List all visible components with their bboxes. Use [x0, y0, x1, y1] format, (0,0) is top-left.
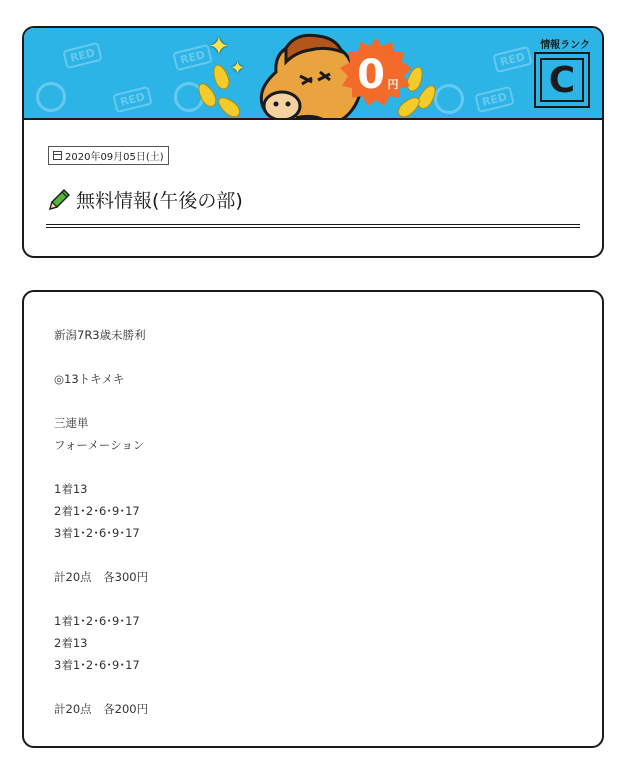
content-line: 新潟7R3歳未勝利: [54, 328, 146, 342]
content-line: 3着1･2･6･9･17: [54, 526, 140, 540]
content-line: 1着13: [54, 482, 88, 496]
sparkle-icon: ✦: [230, 58, 246, 79]
content-line: 2着13: [54, 636, 88, 650]
content-line: 2着1･2･6･9･17: [54, 504, 140, 518]
decor-tag: RED: [112, 86, 153, 113]
content-line: ◎13トキメキ: [54, 372, 125, 386]
content-line: フォーメーション: [54, 438, 145, 452]
post-title-row: [46, 186, 243, 213]
content-line: 計20点 各300円: [54, 570, 149, 584]
post-date-text: 2020年09月05日(土): [65, 152, 164, 163]
laurel-icon: [215, 93, 244, 120]
price-unit: 円: [387, 78, 399, 91]
decor-circle: [36, 82, 66, 112]
content-card: [22, 290, 604, 748]
blank-line: [54, 588, 148, 610]
post-date: [48, 146, 169, 165]
price-badge: [340, 38, 412, 110]
blank-line: [54, 676, 148, 698]
blank-line: [54, 346, 148, 368]
decor-tag: RED: [492, 46, 533, 73]
rank-box: [534, 52, 590, 108]
title-divider: [46, 224, 580, 228]
blank-line: [54, 544, 148, 566]
blank-line: [54, 456, 148, 478]
pencil-icon: [46, 187, 72, 213]
page-title: 無料情報(午後の部): [76, 190, 243, 212]
decor-circle: [434, 84, 464, 114]
rank-label: 情報ランク: [540, 40, 590, 51]
blank-line: [54, 390, 148, 412]
content-line: 三連単: [54, 416, 89, 430]
header-card: [22, 26, 604, 258]
sparkle-icon: ✦: [208, 32, 230, 62]
decor-tag: RED: [474, 86, 515, 113]
content-line: 計20点 各200円: [54, 702, 149, 716]
calendar-icon: [53, 151, 62, 160]
content-line: 3着1･2･6･9･17: [54, 658, 140, 672]
free-info-banner: [24, 28, 602, 120]
content-line: 1着1･2･6･9･17: [54, 614, 140, 628]
rank-value: C: [540, 58, 584, 102]
decor-tag: RED: [172, 44, 213, 71]
decor-tag: RED: [62, 42, 103, 69]
prediction-content: [54, 324, 148, 720]
laurel-icon: [210, 62, 232, 91]
price-number: 0: [357, 52, 385, 98]
